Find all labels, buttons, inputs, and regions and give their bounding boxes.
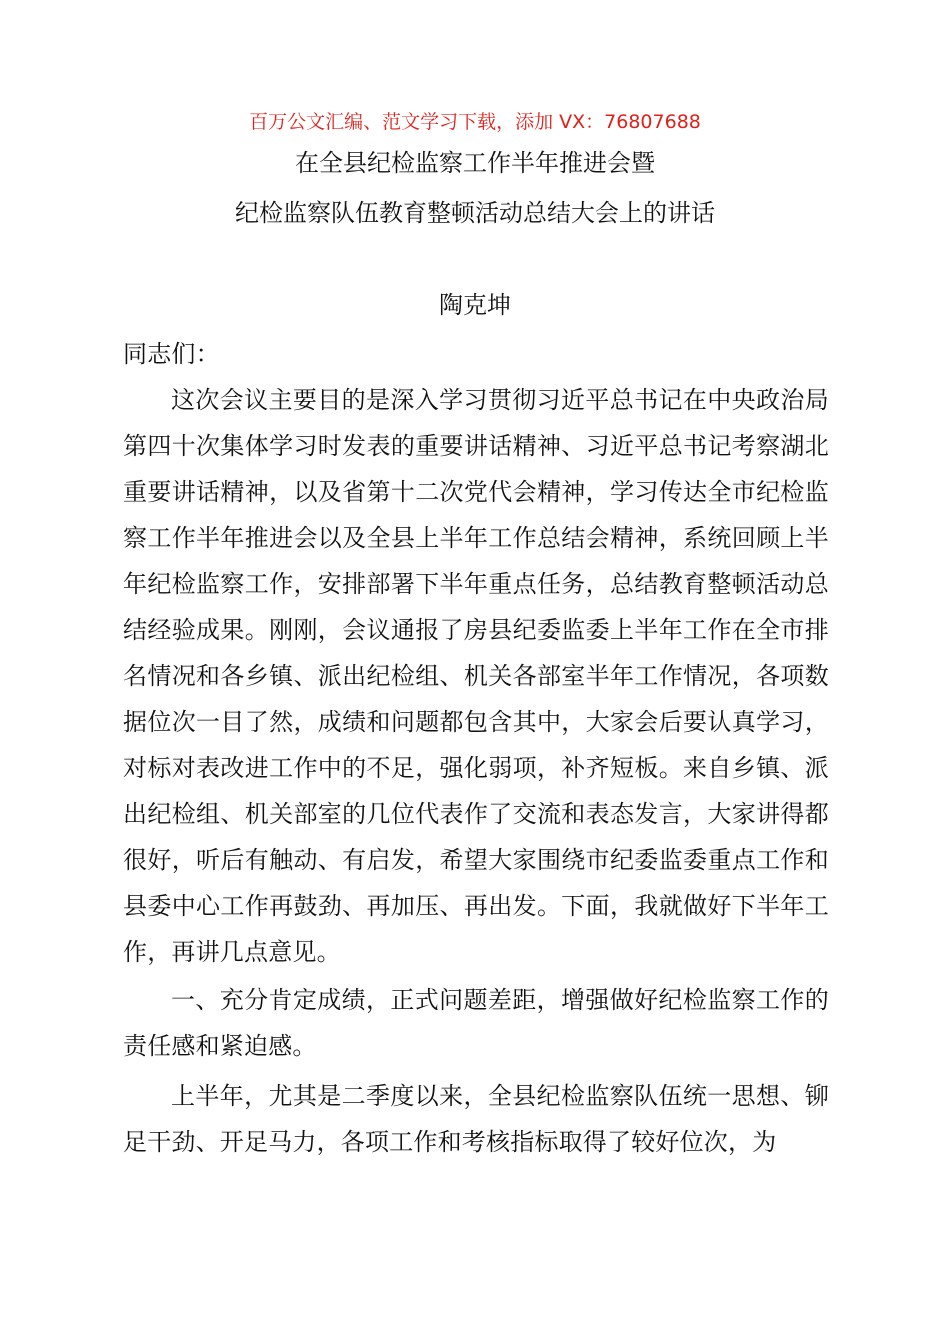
section-heading-1: 一、充分肯定成绩，正式问题差距，增强做好纪检监察工作的责任感和紧迫感。 — [123, 986, 829, 1060]
body-paragraph-2: 上半年，尤其是二季度以来，全县纪检监察队伍统一思想、铆足干劲、开足马力，各项工作和考核指标取得了较好位次，为 — [123, 1082, 829, 1156]
document-title-line-1: 在全县纪检监察工作半年推进会暨 — [295, 149, 655, 177]
watermark-banner: 百万公文汇编、范文学习下载，添加 VX：76807688 — [249, 111, 701, 133]
document-title-line-2: 纪检监察队伍教育整顿活动总结大会上的讲话 — [235, 199, 715, 227]
salutation: 同志们： — [123, 340, 220, 368]
document-body — [123, 331, 829, 1165]
body-paragraph-1: 这次会议主要目的是深入学习贯彻习近平总书记在中央政治局第四十次集体学习时发表的重要讲话精神、习近平总书记考察湖北重要讲话精神，以及省第十二次党代会精神，学习传达全市纪检监察工作半年推进会以及全县上半年工作总结会精神，系统回顾上半年纪检监察工作，安排部署下半年重点任务，总结教育整顿活动总结经验成果。刚刚，会议通报了房县纪委监委上半年工作在全市排名情况和各乡镇、派出纪检组、机关各部室半年工作情况，各项数据位次一目了然，成绩和问题都包含其中，大家会后要认真学习，对标对表改进工作中的不足，强化弱项，补齐短板。来自乡镇、派出纪检组、机关部室的几位代表作了交流和表态发言，大家讲得都很好，听后有触动、有启发，希望大家围绕市纪委监委重点工作和县委中心工作再鼓劲、再加压、再出发。下面，我就做好下半年工作，再讲几点意见。 — [123, 386, 829, 966]
author-name: 陶克坤 — [439, 291, 511, 319]
